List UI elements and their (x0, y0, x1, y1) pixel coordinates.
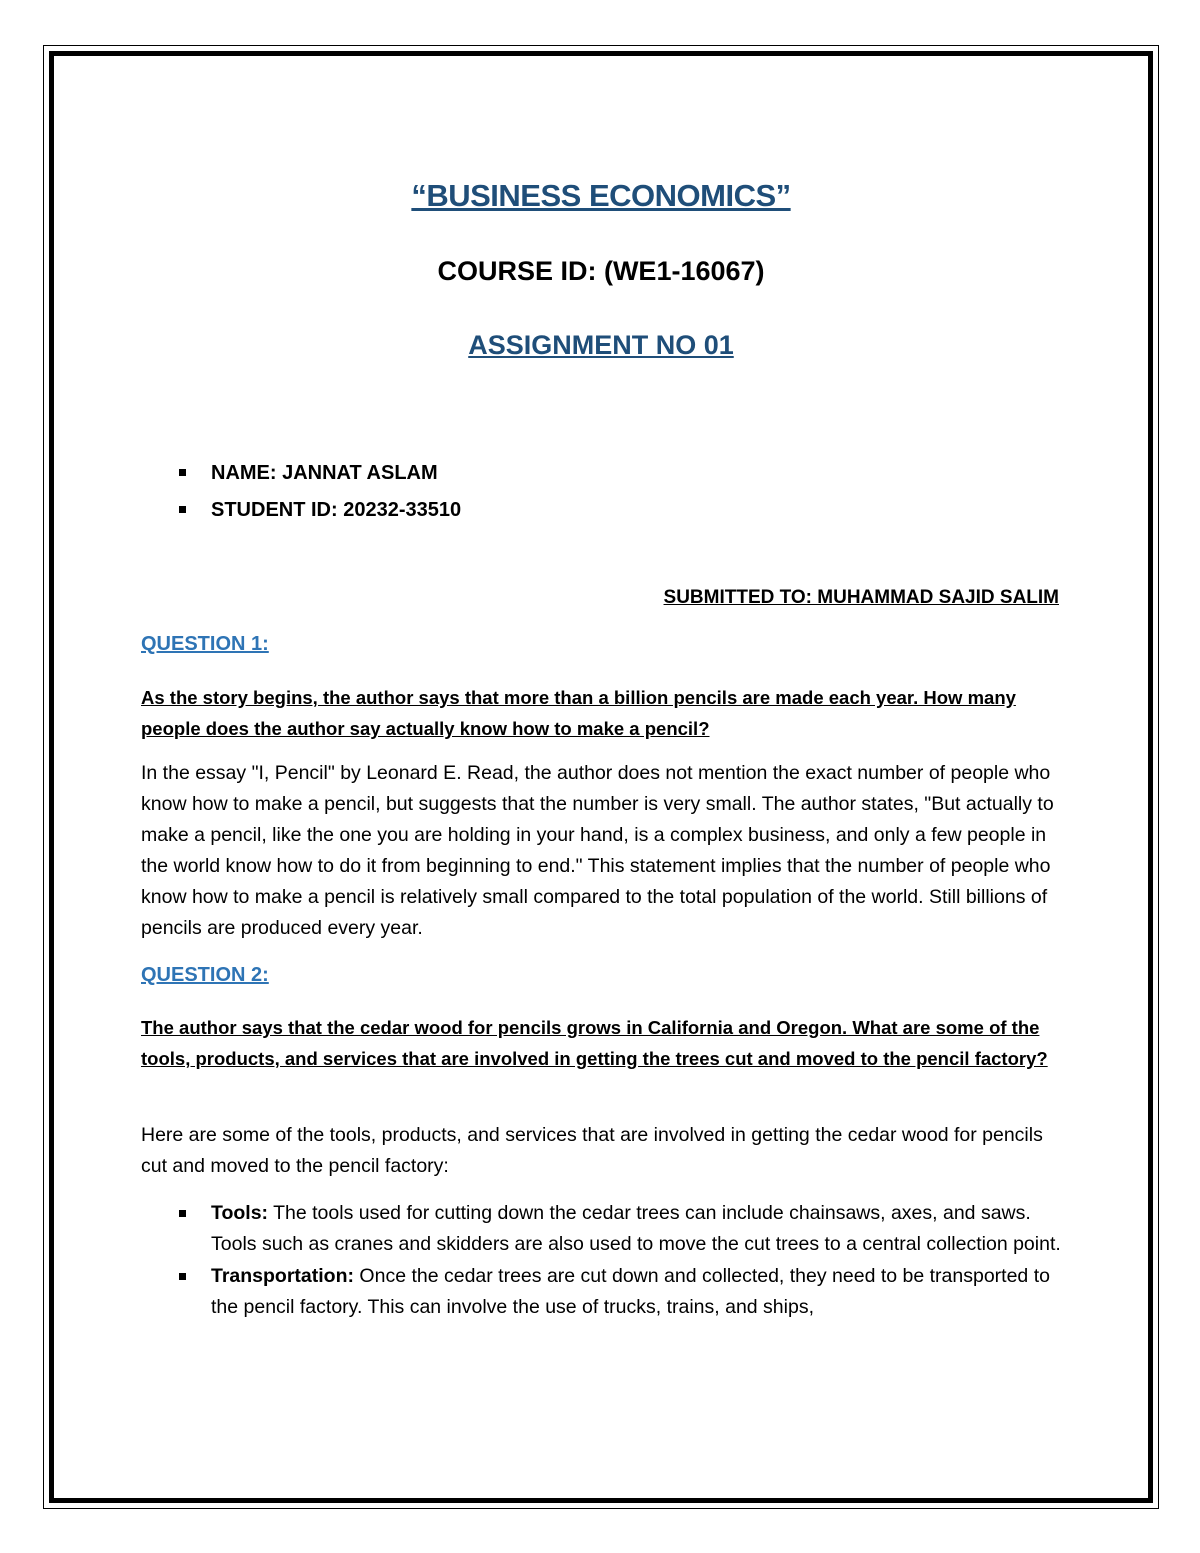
item-term: Tools: (211, 1202, 269, 1224)
square-bullet-icon (179, 1273, 186, 1280)
square-bullet-icon (179, 469, 186, 476)
question-2-answer-intro: Here are some of the tools, products, and services that are involved in getting the cedar wood for pencils cut and moved to the pencil factory: (141, 1124, 1043, 1177)
list-item (177, 1261, 1061, 1323)
square-bullet-icon (179, 506, 186, 513)
assignment-number: ASSIGNMENT NO 01 (468, 330, 734, 360)
question-1-heading: QUESTION 1: (141, 633, 269, 655)
question-1-text: As the story begins, the author says that more than a billion pencils are made each year. How many people does the author say actually know how to make a pencil? (141, 687, 1016, 739)
item-term: Transportation: (211, 1265, 355, 1287)
student-id-text: STUDENT ID: 20232-33510 (211, 499, 462, 521)
question-2-heading: QUESTION 2: (141, 964, 269, 986)
student-id (177, 492, 461, 529)
question-2-items (177, 1198, 1061, 1324)
submitted-to: SUBMITTED TO: MUHAMMAD SAJID SALIM (663, 587, 1059, 608)
course-id: COURSE ID: (WE1-16067) (437, 256, 765, 286)
item-text: Once the cedar trees are cut down and collected, they need to be transported to the pencil factory. This can involve the use of trucks, trains, and ships, (211, 1265, 1050, 1318)
student-name-text: NAME: JANNAT ASLAM (211, 462, 438, 484)
question-1-answer: In the essay "I, Pencil" by Leonard E. Read, the author does not mention the exact number of people who know how to make a pencil, but suggests that the number is very small. The author states, "But actually to make a pencil, like the one you are holding in your hand, is a complex business, and only a few people in the world know how to do it from beginning to end." This statement implies that the number of people who know how to make a pencil is relatively small compared to the total population of the world. Still billions of pencils are produced every year. (141, 762, 1054, 939)
square-bullet-icon (179, 1210, 186, 1217)
list-item (177, 1198, 1061, 1260)
student-name (177, 455, 461, 492)
student-info-list (177, 455, 461, 529)
document-title: “BUSINESS ECONOMICS” (411, 178, 791, 213)
item-text: The tools used for cutting down the cedar trees can include chainsaws, axes, and saws. Tools such as cranes and skidders are also used to move the cut trees to a central collection point. (211, 1202, 1061, 1255)
question-2-text: The author says that the cedar wood for pencils grows in California and Oregon. What are some of the tools, products, and services that are involved in getting the trees cut and moved to the pencil factory? (141, 1017, 1048, 1069)
